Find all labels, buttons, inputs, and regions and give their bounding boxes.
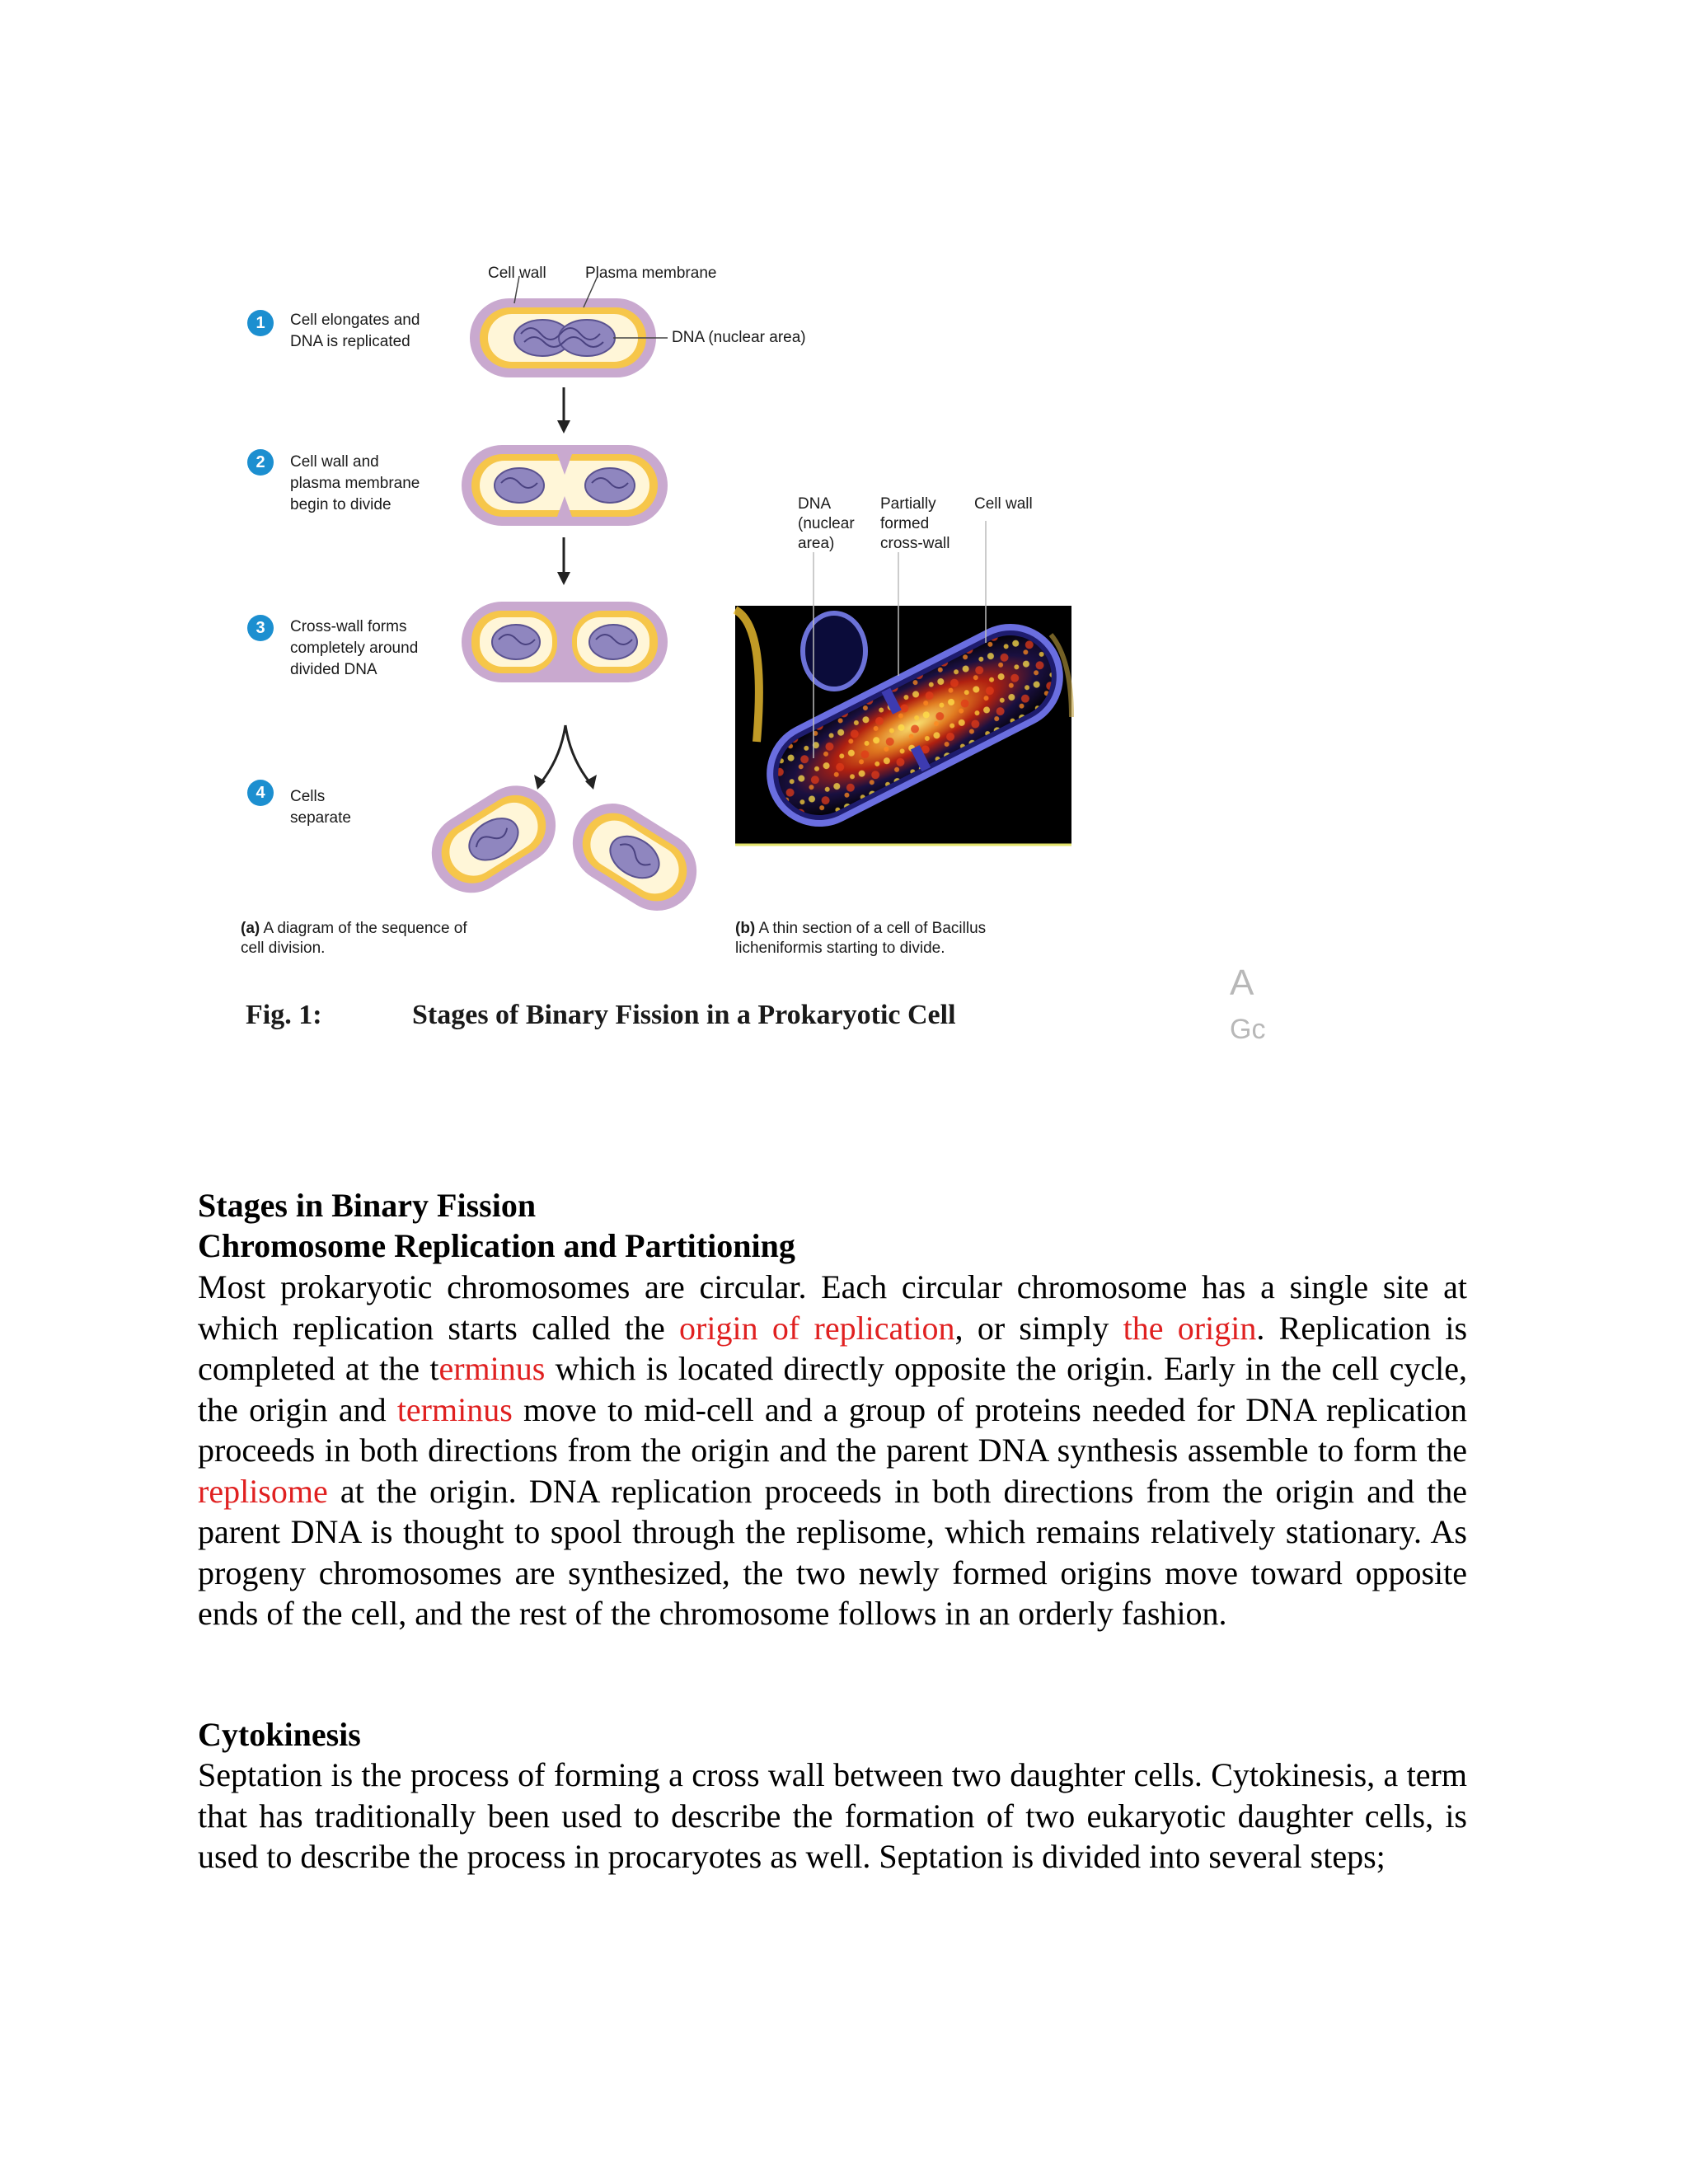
term-replisome: replisome: [198, 1472, 328, 1510]
p1-text-6: at the origin. DNA replication proceeds in both directions from the origin and the parent DNA is thought to spool through the replisome, which remains relatively stationary. As progeny chromosomes are synthesized, the two newly formed origins move toward opposite ends of the cell, and the rest of the chromosome follows in an orderly fashion.: [198, 1472, 1467, 1632]
term-terminus-1: erminus: [438, 1350, 546, 1387]
p1-text-4: which is located directly opposite the origin. Early in the cell cycle, the origin and: [198, 1350, 1467, 1428]
caption-panel-a: [241, 919, 488, 958]
paragraph-cytokinesis: Septation is the process of forming a cross wall between two daughter cells. Cytokinesis, a term that has traditionally been used to describe the formation of two eukaryotic daughter cells, is used to describe the process in procaryotes as well. Septation is divided into several steps;: [198, 1756, 1467, 1875]
label-dna-nuclear-area: DNA (nuclear area): [672, 329, 806, 346]
cell-stage-1: [470, 276, 668, 377]
cell-stage-4-left: [417, 771, 571, 907]
label-plasma-membrane: Plasma membrane: [585, 265, 717, 282]
cell-stage-3: [462, 602, 668, 682]
step-1-badge: 1: [247, 310, 274, 336]
figure-label: Fig. 1:: [246, 1000, 322, 1030]
caption-a-text: A diagram of the sequence of cell division.: [241, 920, 467, 957]
caption-b-text: A thin section of a cell of Bacillus licheniformis starting to divide.: [735, 920, 987, 957]
cell-stage-2: [462, 445, 668, 526]
step-3-text: Cross-wall forms completely around divided DNA: [290, 618, 419, 678]
paragraph-replication: [198, 1267, 1467, 1634]
caption-b-prefix: (b): [735, 920, 756, 937]
term-the-origin: the origin: [1123, 1309, 1257, 1347]
micrograph-bacillus: [735, 521, 1077, 845]
step-3-badge: 3: [247, 615, 274, 641]
arrow-down-icon: [557, 387, 570, 434]
label-b-cross-wall: Partially formed cross-wall: [880, 495, 950, 552]
term-terminus-2: terminus: [396, 1390, 513, 1428]
label-b-dna: DNA (nuclear area): [798, 495, 855, 552]
step-4-badge: 4: [247, 780, 274, 806]
p1-text-3: . Replication is completed at the t: [198, 1309, 1468, 1387]
heading-replication: Chromosome Replication and Partitioning: [198, 1227, 795, 1264]
caption-a-prefix: (a): [241, 920, 260, 937]
figure-title: Stages of Binary Fission in a Prokaryotic Cell: [412, 1000, 956, 1030]
label-b-cell-wall: Cell wall: [974, 495, 1033, 513]
cell-stage-4-right: [558, 789, 712, 926]
ghost-text-bottom: Gc: [1230, 1014, 1266, 1045]
p1-text-2: , or simply: [954, 1309, 1123, 1347]
term-origin-of-replication: origin of replication: [679, 1309, 955, 1347]
step-2-badge: 2: [247, 449, 274, 476]
split-arrow-icon: [534, 725, 597, 790]
p1-text-5: move to mid-cell and a group of proteins needed for DNA replication proceeds in both directions from the origin and the parent DNA synthesis assemble to form the: [198, 1390, 1468, 1469]
arrow-down-icon: [557, 537, 570, 585]
caption-panel-b: [735, 919, 1007, 958]
ghost-text-top: A: [1230, 963, 1254, 1003]
step-4-text: Cells separate: [290, 788, 351, 827]
heading-cytokinesis: Cytokinesis: [198, 1716, 361, 1753]
heading-stages: Stages in Binary Fission: [198, 1187, 537, 1224]
step-1-text: Cell elongates and DNA is replicated: [290, 312, 420, 350]
p1-text-1: Most prokaryotic chromosomes are circular. Each circular chromosome has a single site at which replication starts called the: [198, 1268, 1467, 1347]
label-cell-wall: Cell wall: [488, 265, 546, 282]
step-2-text: Cell wall and plasma membrane begin to divide: [290, 453, 420, 513]
